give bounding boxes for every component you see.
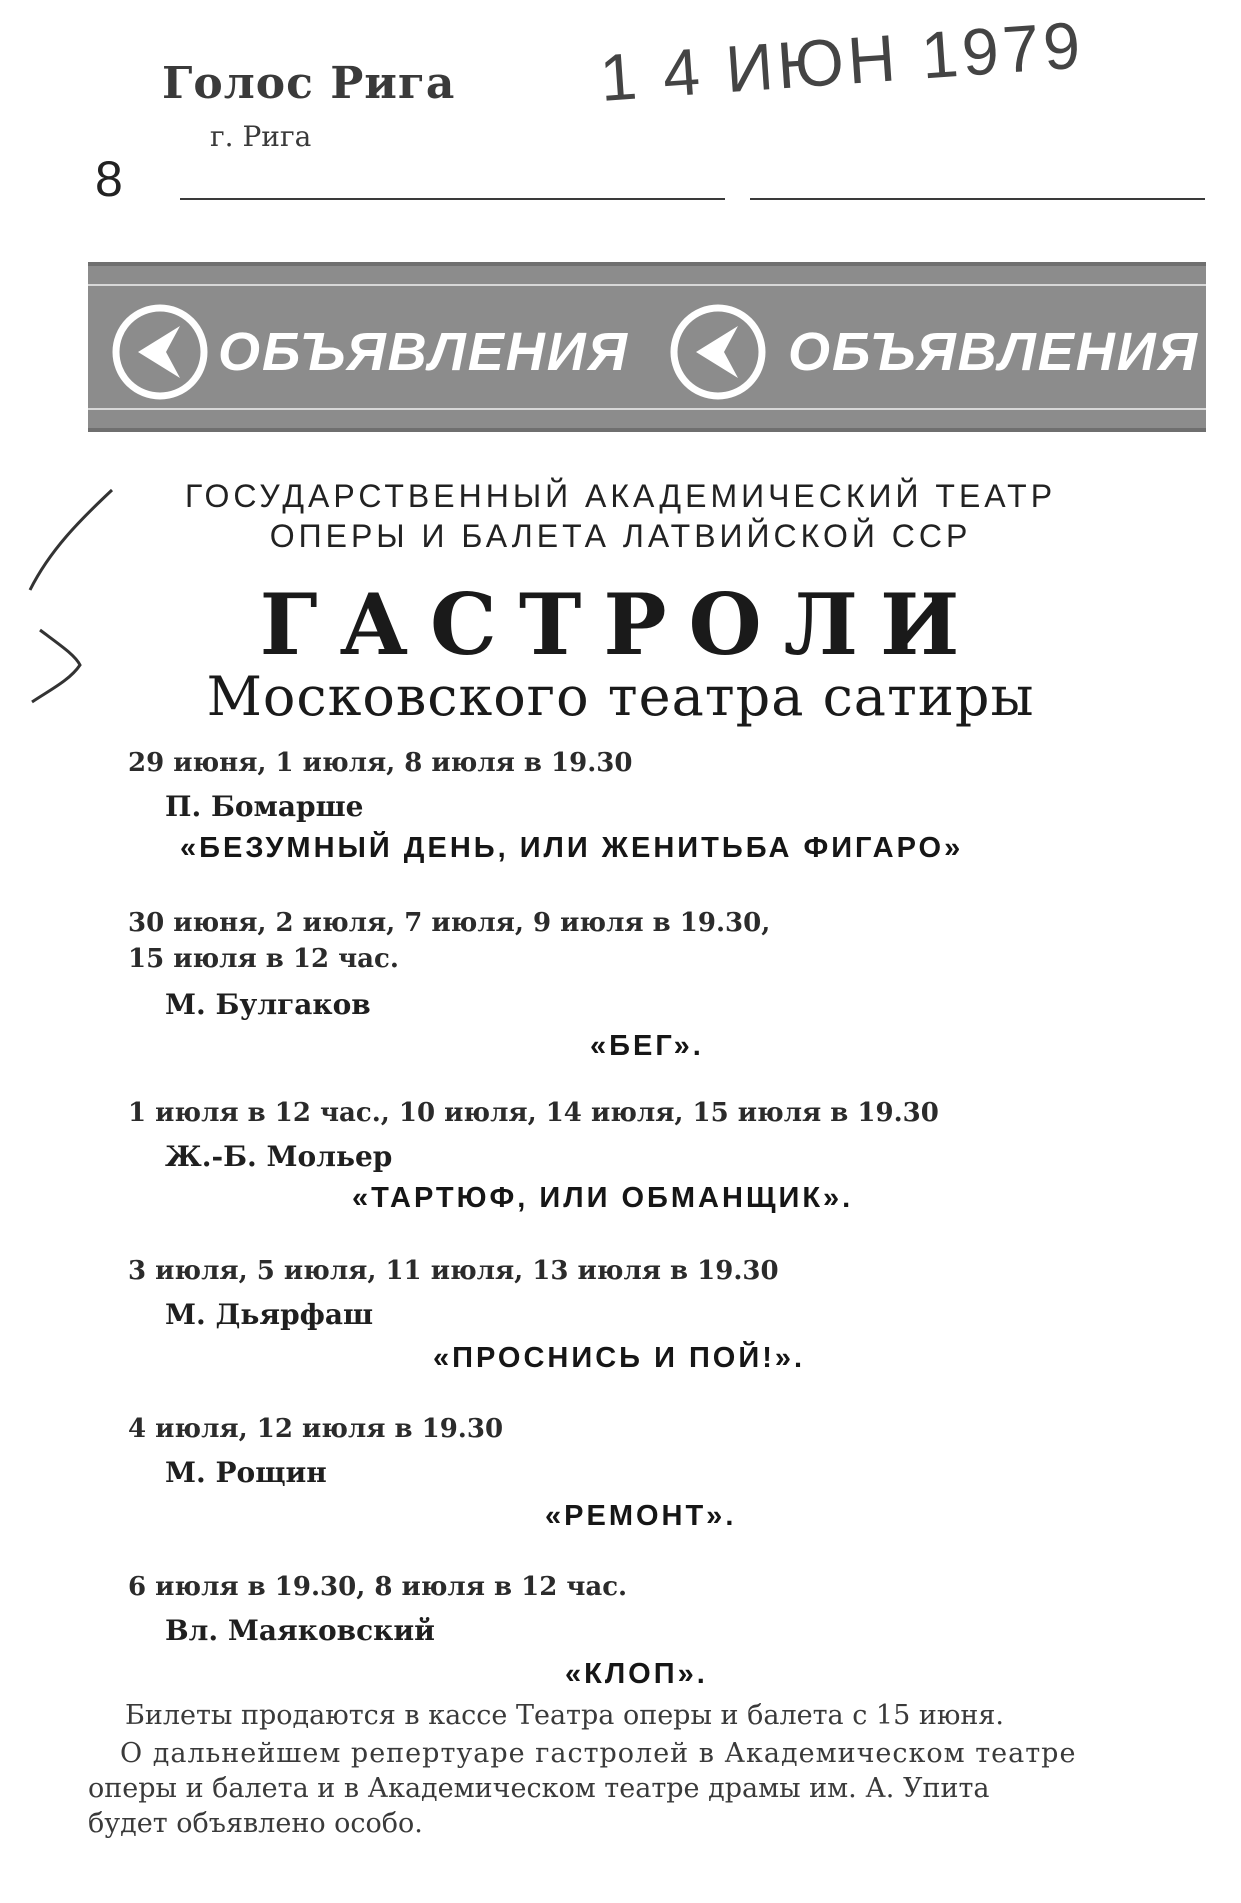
page-title: ГАСТРОЛИ <box>259 575 982 674</box>
show-dates: 15 июля в 12 час. <box>128 944 399 974</box>
show-title: «БЕЗУМНЫЙ ДЕНЬ, ИЛИ ЖЕНИТЬБА ФИГАРО» <box>180 832 964 864</box>
show-author: П. Бомарше <box>165 790 364 823</box>
show-title: «КЛОП». <box>565 1658 708 1690</box>
page-number: 8 <box>95 151 123 207</box>
page-subtitle: Московского театра сатиры <box>206 665 1035 728</box>
announcements-banner <box>88 262 1206 432</box>
banner-label-2: ОБЪЯВЛЕНИЯ <box>788 322 1199 382</box>
newspaper-name: Голос Рига <box>162 58 456 109</box>
show-title: «ПРОСНИСЬ И ПОЙ!». <box>433 1342 806 1374</box>
show-author: М. Булгаков <box>165 988 371 1021</box>
banner-emblem-icon <box>110 302 210 402</box>
show-title: «ТАРТЮФ, ИЛИ ОБМАНЩИК». <box>352 1182 854 1214</box>
show-author: Ж.-Б. Мольер <box>165 1140 393 1173</box>
banner-emblem-icon <box>668 302 768 402</box>
show-title: «БЕГ». <box>590 1030 704 1062</box>
show-dates: 6 июля в 19.30, 8 июля в 12 час. <box>128 1572 628 1602</box>
divider-right <box>750 198 1205 200</box>
footer-line: О дальнейшем репертуаре гастролей в Академическом театре <box>120 1738 1077 1769</box>
show-author: Вл. Маяковский <box>165 1614 435 1647</box>
show-dates: 3 июля, 5 июля, 11 июля, 13 июля в 19.30 <box>128 1256 779 1286</box>
show-dates: 29 июня, 1 июля, 8 июля в 19.30 <box>128 748 633 778</box>
newspaper-city: г. Рига <box>210 120 312 153</box>
show-author: М. Дьярфаш <box>165 1298 374 1331</box>
theater-name-line-1: ГОСУДАРСТВЕННЫЙ АКАДЕМИЧЕСКИЙ ТЕАТР <box>184 478 1057 514</box>
theater-name-line-2: ОПЕРЫ И БАЛЕТА ЛАТВИЙСКОЙ ССР <box>269 518 972 554</box>
show-dates: 1 июля в 12 час., 10 июля, 14 июля, 15 июля в 19.30 <box>128 1098 939 1128</box>
footer-line: оперы и балета и в Академическом театре драмы им. А. Упита <box>88 1773 990 1804</box>
footer-line: Билеты продаются в кассе Театра оперы и балета с 15 июня. <box>125 1700 1004 1731</box>
date-stamp: 1 4 ИЮН 1979 <box>597 7 1087 115</box>
footer-line: будет объявлено особо. <box>88 1808 423 1839</box>
show-author: М. Рощин <box>165 1456 327 1489</box>
show-dates: 4 июля, 12 июля в 19.30 <box>128 1414 504 1444</box>
banner-label-1: ОБЪЯВЛЕНИЯ <box>218 322 629 382</box>
show-title: «РЕМОНТ». <box>545 1500 737 1532</box>
show-dates: 30 июня, 2 июля, 7 июля, 9 июля в 19.30, <box>128 908 771 938</box>
divider-left <box>180 198 725 200</box>
